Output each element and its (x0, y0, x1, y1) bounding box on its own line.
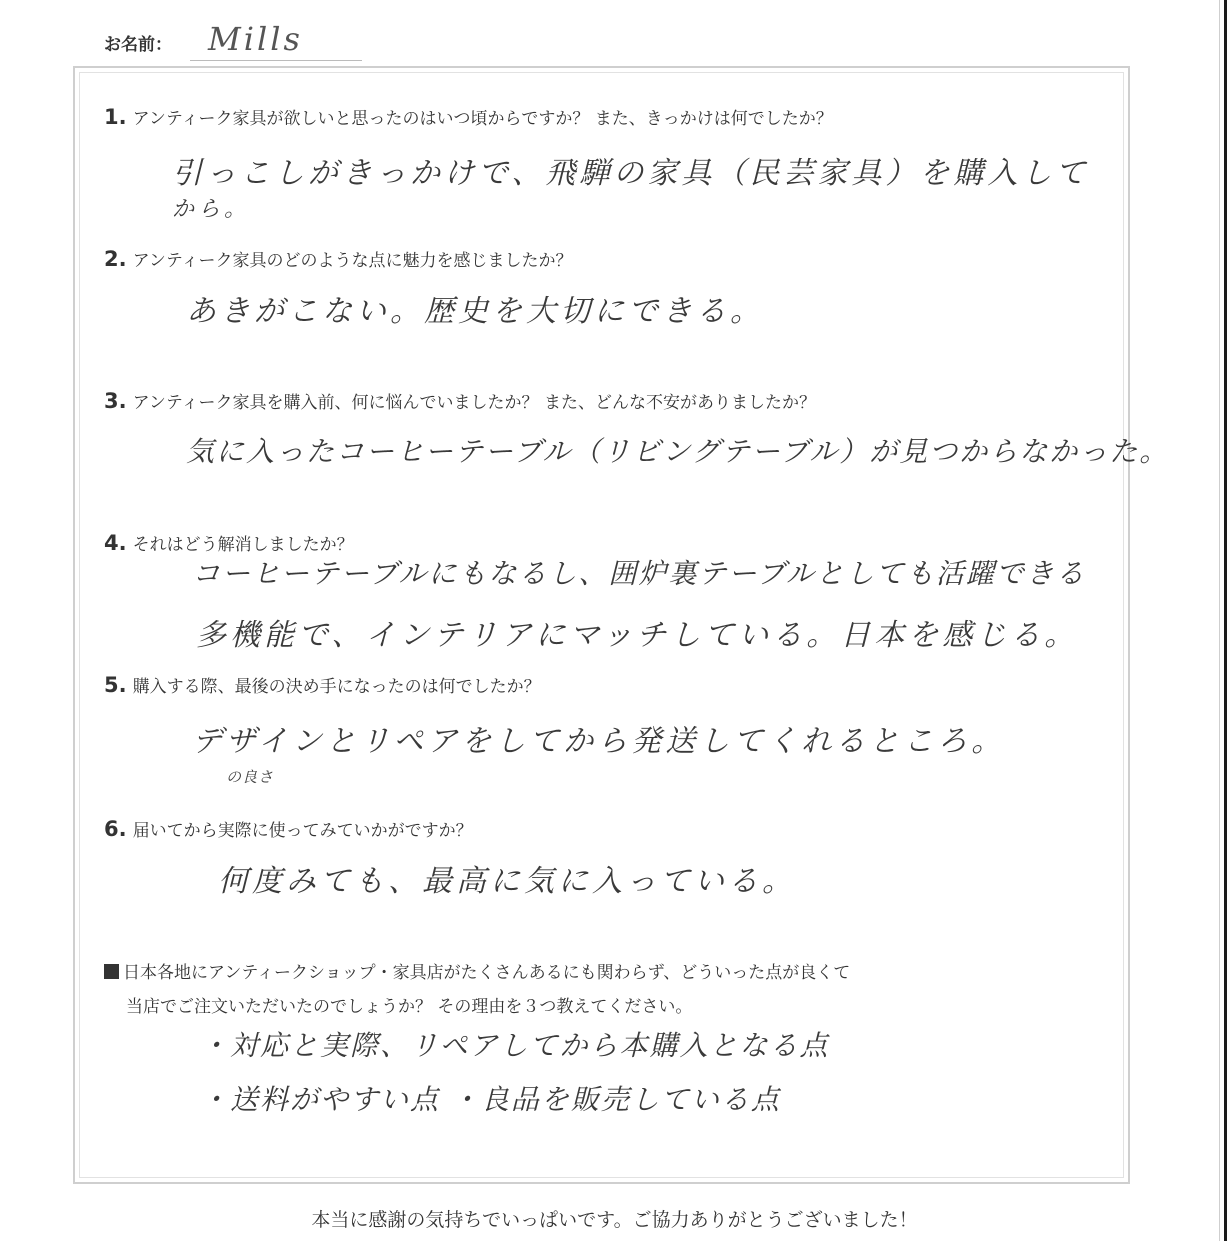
question-number: 6. (104, 817, 127, 841)
question-6 (104, 816, 473, 841)
question-text: アンティーク家具が欲しいと思ったのはいつ頃からですか？ また、きっかけは何でしたか？ (132, 109, 833, 129)
final-question-line-2: 当店でご注文いただいたのでしょうか？ その理由を３つ教えてください。 (126, 997, 693, 1017)
question-5 (104, 672, 541, 697)
scan-edge-dark (1224, 0, 1227, 1241)
answer-6-line-1: 何度みても、最高に気に入っている。 (218, 864, 796, 899)
question-1 (104, 104, 833, 129)
name-underline (190, 60, 362, 61)
question-text: 購入する際、最後の決め手になったのは何でしたか？ (132, 677, 541, 697)
question-number: 5. (104, 673, 127, 697)
answer-3-line-1: 気に入ったコーヒーテーブル（リビングテーブル）が見つからなかった。 (186, 435, 1170, 468)
final-answer-line-2: ・送料がやすい点 ・良品を販売している点 (200, 1083, 781, 1116)
question-text: 届いてから実際に使ってみていかがですか？ (132, 821, 473, 841)
name-handwritten: Mills (208, 20, 303, 58)
answer-4-line-2: 多機能で、インテリアにマッチしている。日本を感じる。 (196, 618, 1079, 653)
scan-edge-light (1219, 0, 1220, 1241)
answer-5-annotation: の良さ (226, 768, 275, 786)
question-number: 3. (104, 389, 127, 413)
final-question-text: 日本各地にアンティークショップ・家具店がたくさんあるにも関わらず、どういった点が良くて (123, 963, 851, 983)
question-2 (104, 246, 573, 271)
answer-2-line-1: あきがこない。歴史を大切にできる。 (186, 294, 764, 329)
final-answer-line-1: ・対応と実際、リペアしてから本購入となる点 (200, 1029, 830, 1062)
answer-1-line-1: 引っこしがきっかけで、飛騨の家具（民芸家具）を購入して (172, 156, 1090, 191)
answer-5-line-1: デザインとリペアをしてから発送してくれるところ。 (192, 724, 1006, 759)
question-text: アンティーク家具のどのような点に魅力を感じましたか？ (132, 251, 573, 271)
question-number: 1. (104, 105, 127, 129)
question-number: 4. (104, 531, 127, 555)
square-bullet-icon (104, 964, 119, 979)
question-3 (104, 388, 816, 413)
answer-1-line-2: から。 (172, 197, 251, 222)
thank-you-footer: 本当に感謝の気持ちでいっぱいです。ご協力ありがとうございました！ (311, 1209, 918, 1231)
question-text: それはどう解消しましたか？ (132, 535, 354, 555)
final-question-line-1 (104, 958, 850, 983)
question-text: アンティーク家具を購入前、何に悩んでいましたか？ また、どんな不安がありましたか？ (132, 393, 816, 413)
name-label: お名前： (104, 35, 172, 55)
answer-4-line-1: コーヒーテーブルにもなるし、囲炉裏テーブルとしても活躍できる (192, 557, 1086, 590)
question-number: 2. (104, 247, 127, 271)
